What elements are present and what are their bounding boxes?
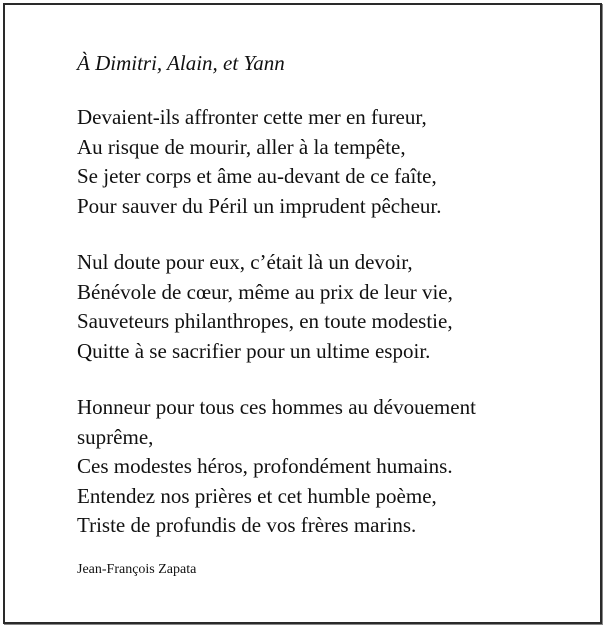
poem-line: Se jeter corps et âme au-devant de ce faîte, [77, 164, 437, 188]
poem-line: Ces modestes héros, profondément humains. [77, 454, 453, 478]
poem-line: Bénévole de cœur, même au prix de leur vie, [77, 279, 453, 304]
stanza-2 [77, 248, 577, 366]
stanza-3 [77, 393, 577, 541]
poem-line: Triste de profundis de vos frères marins. [77, 513, 417, 537]
poem-line: Au risque de mourir, aller à la tempête, [77, 134, 406, 159]
dedication: À Dimitri, Alain, et Yann [77, 51, 285, 75]
poem-line: Sauveteurs philanthropes, en toute modestie, [77, 309, 453, 333]
poem-line: suprême, [77, 424, 154, 449]
poem-body [77, 49, 577, 580]
author-signature: Jean-François Zapata [77, 561, 197, 577]
poem-frame [3, 3, 602, 624]
poem-line: Entendez nos prières et cet humble poème, [77, 483, 437, 508]
stanza-1 [77, 103, 577, 221]
poem-line: Honneur pour tous ces hommes au dévouement [77, 395, 476, 419]
poem-line: Devaient-ils affronter cette mer en fureur, [77, 105, 427, 129]
poem-line: Nul doute pour eux, c’était là un devoir, [77, 250, 413, 274]
poem-line: Pour sauver du Péril un imprudent pêcheur. [77, 193, 442, 218]
poem-line: Quitte à se sacrifier pour un ultime espoir. [77, 338, 431, 363]
